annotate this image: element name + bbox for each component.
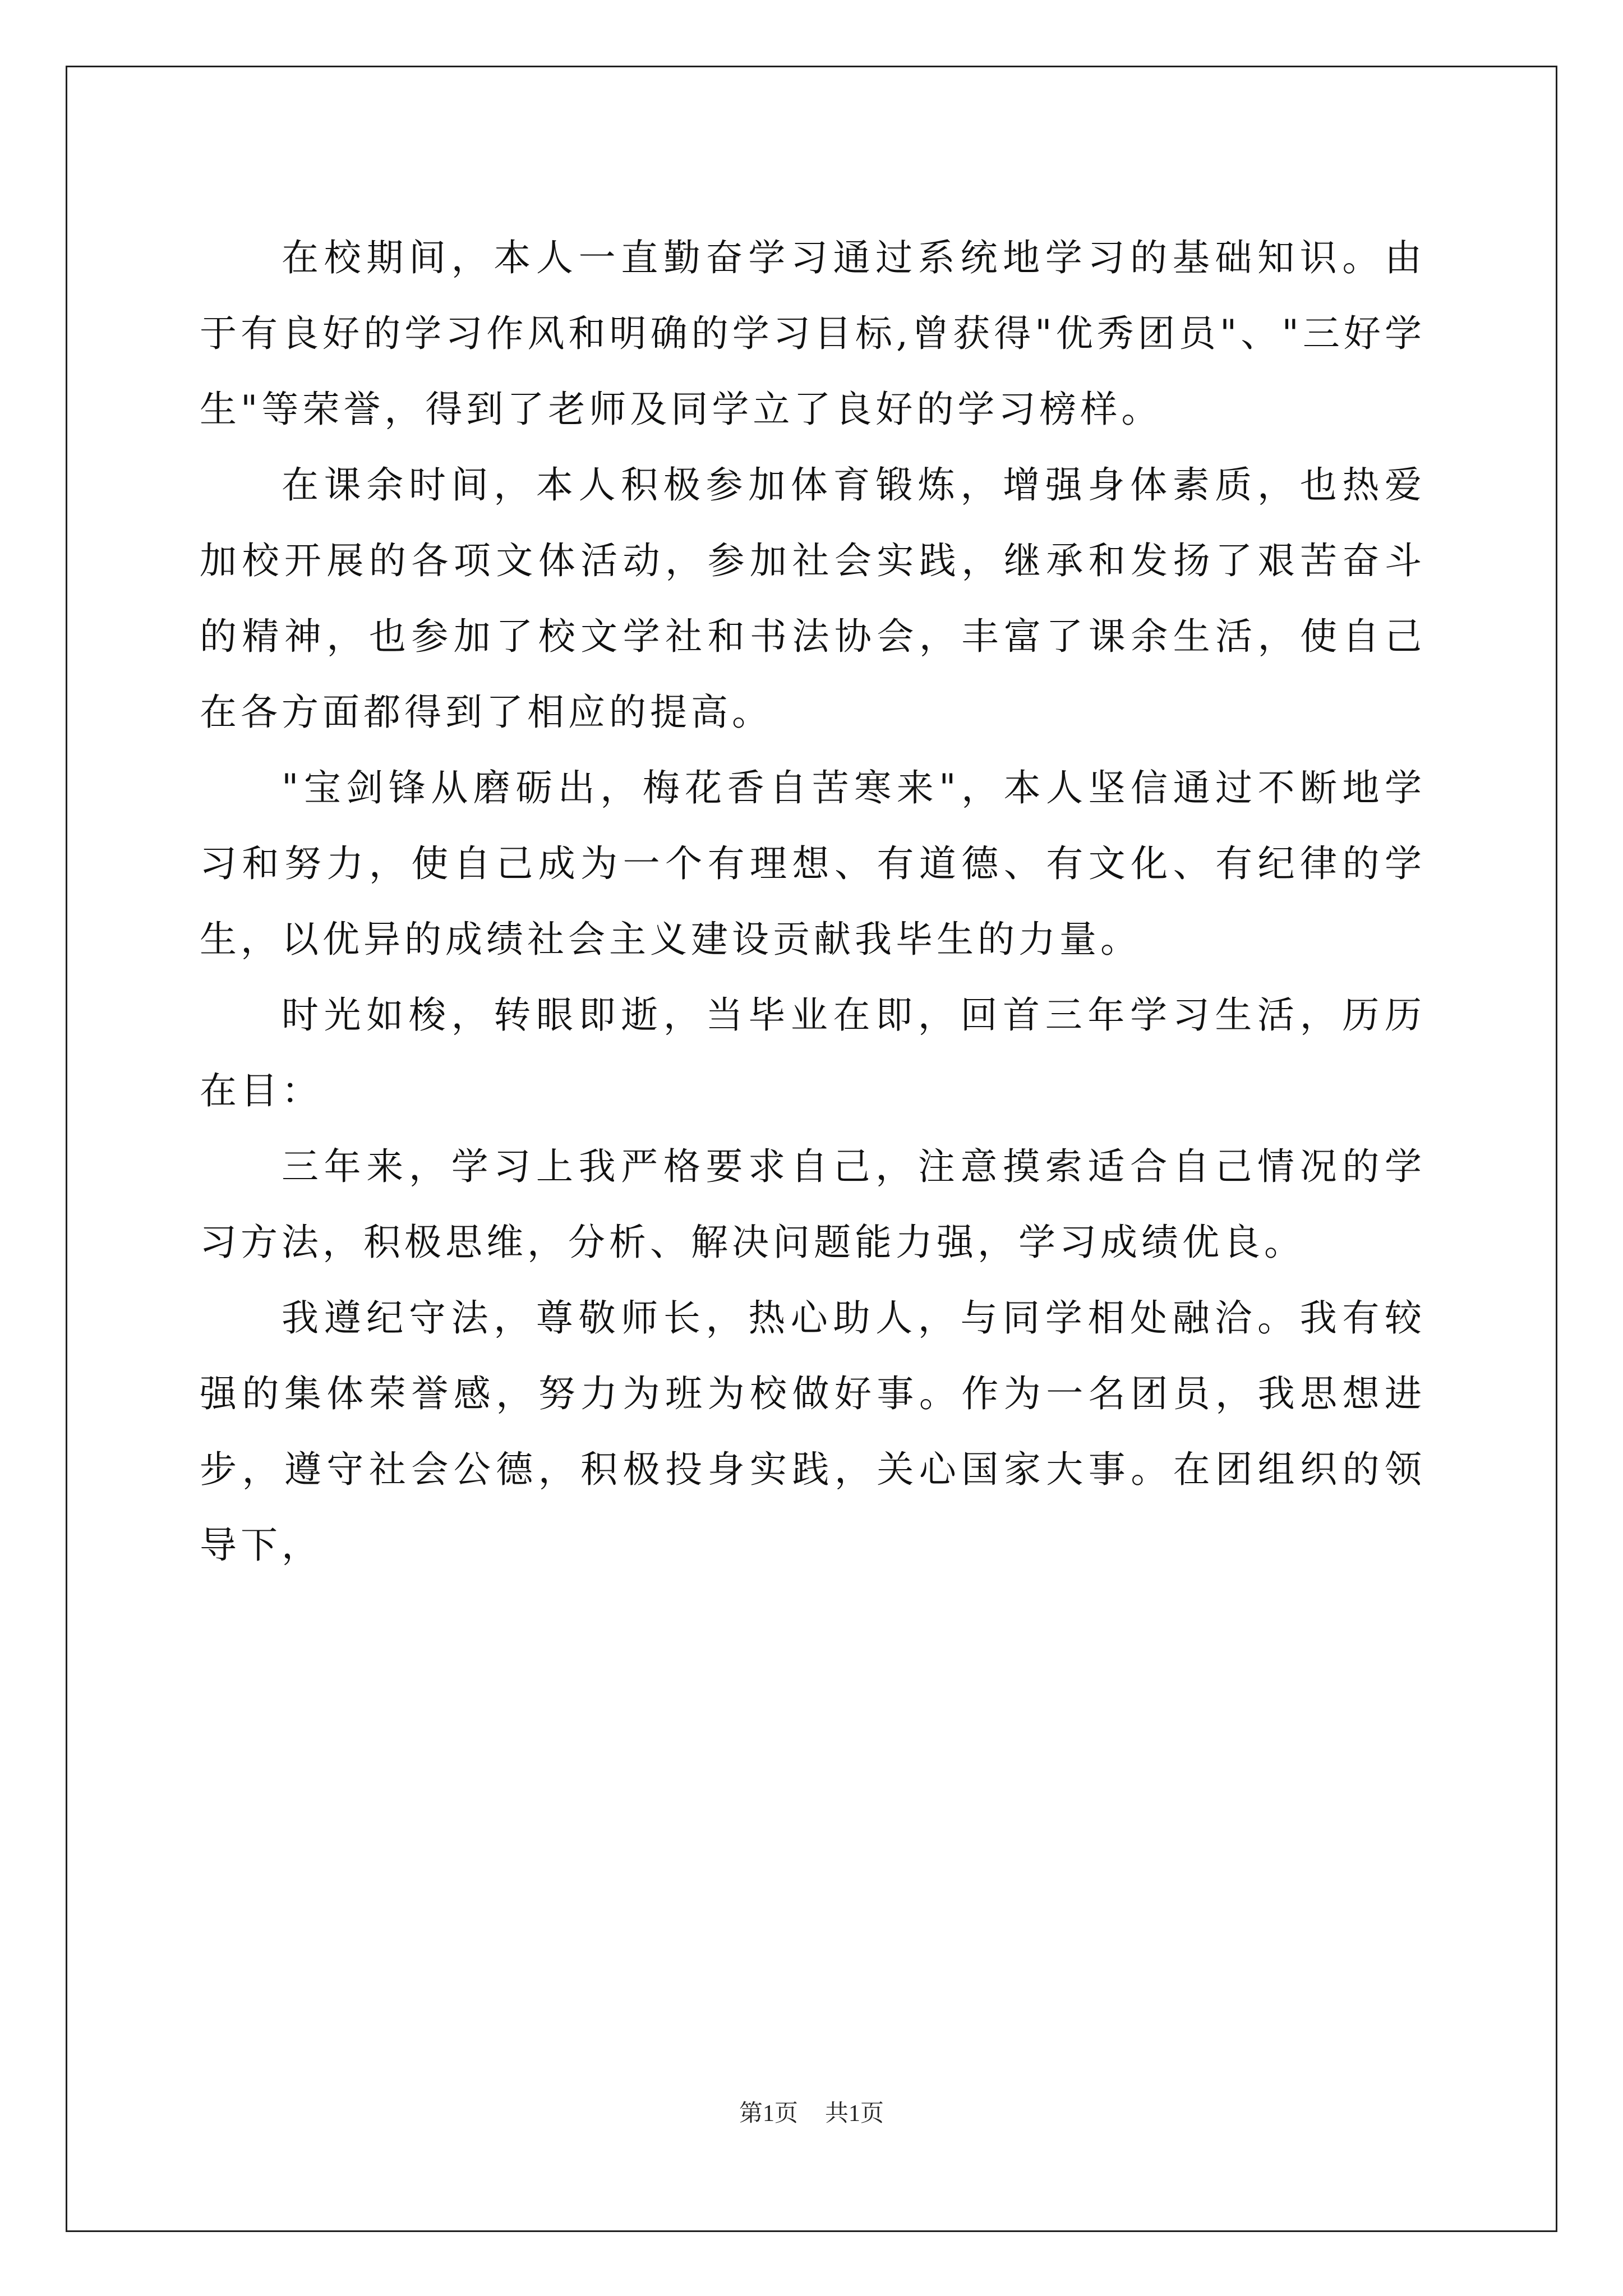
paragraph: "宝剑锋从磨砺出，梅花香自苦寒来"，本人坚信通过不断地学习和努力，使自己成为一个有理想、有道德、有文化、有纪律的学生，以优异的成绩社会主义建设贡献我毕生的力量。 bbox=[200, 766, 1426, 961]
document-body bbox=[200, 220, 1426, 1583]
paragraph: 在课余时间，本人积极参加体育锻炼，增强身体素质，也热爱加校开展的各项文体活动，参加社会实践，继承和发扬了艰苦奋斗的精神，也参加了校文学社和书法协会，丰富了课余生活，使自己在各方面都得到了相应的提高。 bbox=[200, 463, 1426, 734]
page-number: 第1页 bbox=[739, 2101, 798, 2127]
page-total: 共1页 bbox=[825, 2101, 884, 2127]
paragraph: 我遵纪守法，尊敬师长，热心助人，与同学相处融洽。我有较强的集体荣誉感，努力为班为校做好事。作为一名团员，我思想进步，遵守社会公德，积极投身实践，关心国家大事。在团组织的领导下， bbox=[200, 1296, 1426, 1567]
page-footer bbox=[0, 2098, 1623, 2129]
paragraph: 在校期间，本人一直勤奋学习通过系统地学习的基础知识。由于有良好的学习作风和明确的学习目标,曾获得"优秀团员"、"三好学生"等荣誉，得到了老师及同学立了良好的学习榜样。 bbox=[200, 236, 1426, 431]
paragraph: 三年来，学习上我严格要求自己，注意摸索适合自己情况的学习方法，积极思维，分析、解决问题能力强，学习成绩优良。 bbox=[200, 1145, 1426, 1264]
paragraph: 时光如梭，转眼即逝，当毕业在即，回首三年学习生活，历历在目： bbox=[200, 993, 1426, 1112]
